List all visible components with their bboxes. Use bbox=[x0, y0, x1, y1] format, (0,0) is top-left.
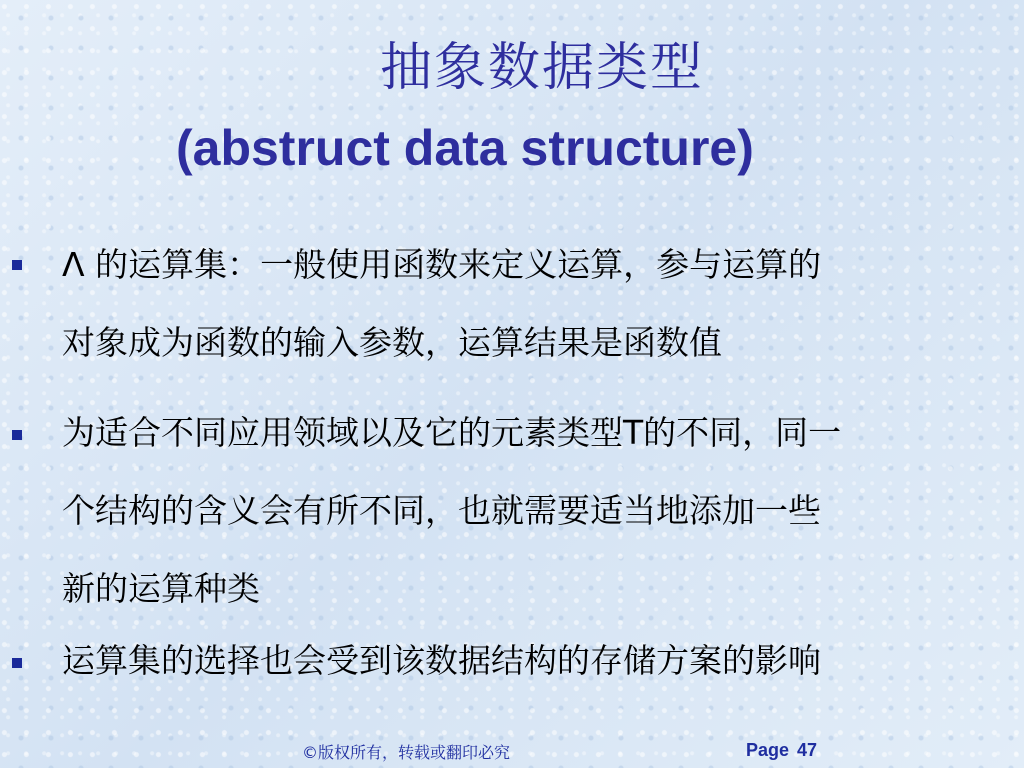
square-bullet-icon bbox=[12, 658, 22, 668]
bullet-text bbox=[62, 226, 992, 382]
square-bullet-icon bbox=[12, 260, 22, 270]
page-label: Page bbox=[746, 740, 790, 760]
bullet-line: 为适合不同应用领域以及它的元素类型T的不同，同一 bbox=[62, 413, 842, 452]
bullet-line: 新的运算种类 bbox=[62, 569, 260, 608]
square-bullet-icon bbox=[12, 430, 22, 440]
title-english: (abstruct data structure) bbox=[176, 120, 754, 176]
slide-footer bbox=[0, 736, 1024, 766]
bullet-text bbox=[62, 622, 992, 700]
copyright-notice: ©版权所有，转载或翻印必究 bbox=[302, 743, 511, 762]
page-number: 47 bbox=[797, 740, 818, 760]
bullet-line: 对象成为函数的输入参数，运算结果是函数值 bbox=[62, 323, 722, 362]
bullet-line: Λ 的运算集：一般使用函数来定义运算，参与运算的 bbox=[62, 245, 822, 284]
page-indicator bbox=[746, 740, 817, 761]
bullet-line: 个结构的含义会有所不同，也就需要适当地添加一些 bbox=[62, 491, 821, 530]
bullet-text bbox=[62, 394, 992, 628]
title-chinese: 抽象数据类型 bbox=[380, 38, 705, 98]
bullet-line: 运算集的选择也会受到该数据结构的存储方案的影响 bbox=[62, 641, 821, 680]
